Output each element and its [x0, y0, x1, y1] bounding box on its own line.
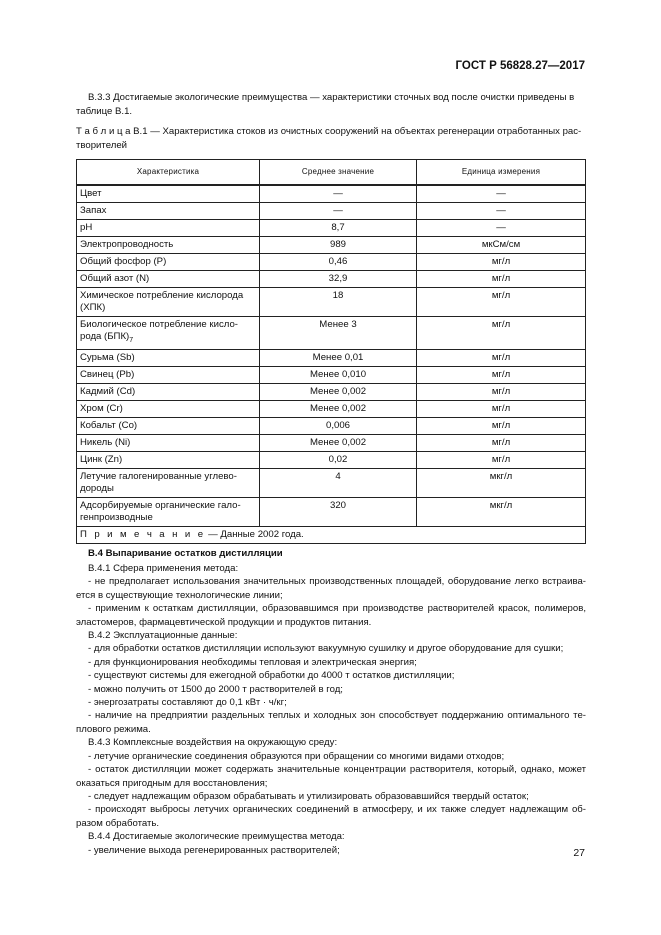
cell-unit: мг/л [417, 401, 586, 418]
header-unit: Единица измерения [417, 160, 586, 186]
characteristics-table [76, 159, 586, 544]
page-number: 27 [573, 847, 585, 859]
cell-unit: мкг/л [417, 498, 586, 527]
cell-unit: мг/л [417, 452, 586, 469]
cell-unit: — [417, 185, 586, 203]
cell-value: Менее 0,010 [260, 367, 417, 384]
section-line: - для обработки остатков дистилляции используют вакуумную сушилку и другое оборудование для сушки; [88, 643, 564, 655]
section-line: - существуют системы для ежегодной обработки до 4000 т остатков дистилляции; [88, 670, 455, 682]
section-line: - не предполагает использования значительных производственных площадей, оборудование легко встраива-ется в существующие технологические линии; [76, 576, 586, 601]
table-header-row [77, 160, 586, 186]
section-b4-body [76, 562, 586, 857]
cell-value: 0,02 [260, 452, 417, 469]
cell-value: Менее 0,01 [260, 350, 417, 367]
intro-paragraph [76, 91, 586, 118]
cell-value: Менее 3 [260, 317, 417, 350]
cell-unit: мкСм/см [417, 237, 586, 254]
cell-name: Кобальт (Co) [77, 418, 260, 435]
cell-unit: мг/л [417, 288, 586, 317]
bpk-subscript: 7 [129, 337, 134, 344]
note-text: — Данные 2002 года. [205, 529, 304, 540]
cell-name: Летучие галогенированные углево-дороды [77, 469, 260, 498]
cell-value: 18 [260, 288, 417, 317]
table-note-row [77, 527, 586, 544]
intro-line-1: В.3.3 Достигаемые экологические преимущества — характеристики сточных вод после очистки приведены в [88, 92, 575, 103]
section-line: - можно получить от 1500 до 2000 т растворителей в год; [88, 683, 343, 695]
cell-name: Электропроводность [77, 237, 260, 254]
table-row [77, 498, 586, 527]
section-line: В.4.1 Сфера применения метода: [88, 563, 239, 574]
table-row [77, 367, 586, 384]
table-row [77, 203, 586, 220]
section-line: В.4.4 Достигаемые экологические преимущества метода: [88, 831, 345, 843]
section-line: - остаток дистилляции может содержать значительные концентрации растворителя, который, однако, может оказаться пригодным для восстановления; [76, 764, 586, 789]
cell-name: Общий фосфор (Р) [77, 254, 260, 271]
table-row [77, 288, 586, 317]
cell-value: 4 [260, 469, 417, 498]
section-line: - применим к остаткам дистилляции, образовавшимся при производстве растворителей красок, полимеров, эластомеров, фармацевтической продукции и продуктов питания. [76, 603, 586, 628]
section-line: - летучие органические соединения образуются при обращении со многими видами отходов; [88, 750, 505, 762]
cell-unit: мг/л [417, 317, 586, 350]
table-row [77, 185, 586, 203]
cell-value: — [260, 185, 417, 203]
table-caption-line-2: творителей [76, 139, 128, 151]
table-row [77, 317, 586, 350]
bpk-label: Биологическое потребление кисло-рода (БПК) [80, 319, 238, 342]
table-row [77, 254, 586, 271]
section-line: - происходят выбросы летучих органических соединений в атмосферу, и их также следует надлежащим об-разом обработать. [76, 804, 586, 829]
cell-name: Химическое потребление кислорода (ХПК) [77, 288, 260, 317]
table-row [77, 418, 586, 435]
cell-unit: мг/л [417, 384, 586, 401]
section-line: - для функционирования необходимы тепловая и электрическая энергия; [88, 656, 417, 668]
cell-name: pH [77, 220, 260, 237]
cell-unit: мг/л [417, 435, 586, 452]
cell-value: 0,46 [260, 254, 417, 271]
table-row [77, 220, 586, 237]
cell-name: Адсорбируемые органические гало-генпроизводные [77, 498, 260, 527]
table-row [77, 271, 586, 288]
cell-name: Общий азот (N) [77, 271, 260, 288]
cell-name: Свинец (Pb) [77, 367, 260, 384]
header-characteristic: Характеристика [77, 160, 260, 186]
table-caption [76, 125, 586, 152]
cell-unit: мг/л [417, 271, 586, 288]
cell-unit: — [417, 220, 586, 237]
table-row [77, 469, 586, 498]
table-row [77, 350, 586, 367]
section-line: - энергозатраты составляют до 0,1 кВт · ч/кг; [88, 697, 287, 709]
table-row [77, 401, 586, 418]
cell-unit: мг/л [417, 254, 586, 271]
cell-name: Сурьма (Sb) [77, 350, 260, 367]
cell-value: Менее 0,002 [260, 401, 417, 418]
section-line: В.4.2 Эксплуатационные данные: [88, 630, 238, 642]
cell-name: Цвет [77, 185, 260, 203]
note-word: П р и м е ч а н и е [80, 529, 206, 540]
cell-value: 8,7 [260, 220, 417, 237]
table-row [77, 452, 586, 469]
cell-value: Менее 0,002 [260, 435, 417, 452]
cell-value: — [260, 203, 417, 220]
cell-name: Цинк (Zn) [77, 452, 260, 469]
cell-name: Запах [77, 203, 260, 220]
table-row [77, 435, 586, 452]
cell-name: Хром (Cr) [77, 401, 260, 418]
cell-value: 32,9 [260, 271, 417, 288]
section-line: В.4.3 Комплексные воздействия на окружающую среду: [88, 737, 338, 749]
cell-value: 320 [260, 498, 417, 527]
cell-name [77, 317, 260, 350]
table-caption-line-1: В.1 — Характеристика стоков из очистных сооружений на объектах регенерации отработанных рас- [130, 126, 582, 137]
intro-line-2: таблице В.1. [76, 105, 133, 117]
table-note [77, 527, 586, 544]
section-b4-title: В.4 Выпаривание остатков дистилляции [88, 548, 283, 559]
section-line: - наличие на предприятии раздельных теплых и холодных зон способствует поддержанию оптимального те-плового режима. [76, 710, 586, 735]
table-row [77, 384, 586, 401]
cell-unit: мг/л [417, 418, 586, 435]
document-code: ГОСТ Р 56828.27—2017 [455, 60, 585, 72]
cell-unit: мг/л [417, 350, 586, 367]
cell-value: 0,006 [260, 418, 417, 435]
section-line: - увеличение выхода регенерированных растворителей; [88, 844, 340, 856]
section-line: - следует надлежащим образом обрабатывать и утилизировать образовавшийся твердый остаток; [88, 790, 529, 802]
cell-unit: — [417, 203, 586, 220]
table-row [77, 237, 586, 254]
header-average: Среднее значение [260, 160, 417, 186]
cell-name: Кадмий (Cd) [77, 384, 260, 401]
cell-name: Никель (Ni) [77, 435, 260, 452]
cell-value: 989 [260, 237, 417, 254]
table-caption-word: Т а б л и ц а [76, 126, 131, 137]
cell-unit: мг/л [417, 367, 586, 384]
cell-unit: мкг/л [417, 469, 586, 498]
cell-value: Менее 0,002 [260, 384, 417, 401]
